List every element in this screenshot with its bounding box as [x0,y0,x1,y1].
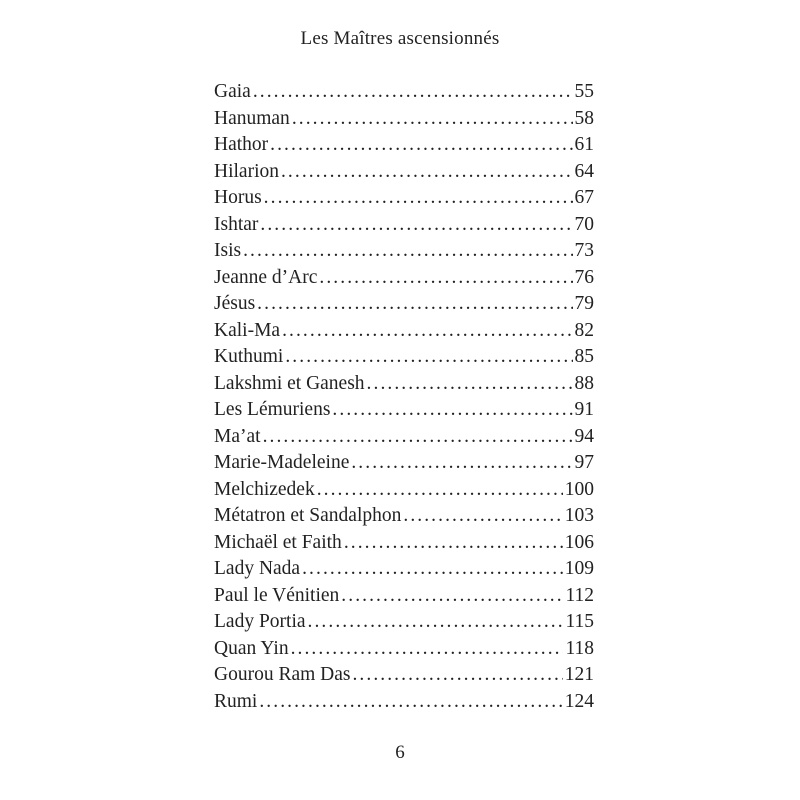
toc-entry [214,161,594,188]
toc-entry [214,373,594,400]
toc-entry-title: Métatron et Sandalphon [214,505,402,526]
toc-entry-page: 121 [564,664,594,685]
toc-entry-page: 124 [564,690,594,712]
toc-entry-page: 103 [564,505,594,526]
dot-leader [285,346,572,368]
toc-entry [214,320,594,347]
toc-entry-page: 73 [574,240,594,261]
toc-entry-title: Rumi [214,690,258,712]
toc-entry-page: 58 [574,107,594,129]
toc-entry-title: Isis [214,240,242,261]
toc-entry [214,532,594,559]
dot-leader [292,108,573,130]
dot-leader [281,161,573,183]
toc-entry-page: 97 [574,452,594,473]
toc-entry-page: 115 [565,611,594,632]
dot-leader [257,293,572,315]
dot-leader [302,558,563,580]
toc-entry-page: 67 [574,187,594,208]
toc-entry-title: Hathor [214,134,269,155]
toc-entry-title: Gaia [214,81,251,102]
dot-leader [341,585,563,607]
toc-entry [214,479,594,506]
toc-entry [214,293,594,320]
toc-entry-title: Lady Portia [214,611,306,632]
toc-entry-title: Jésus [214,293,256,314]
dot-leader [243,240,572,262]
toc-entry [214,240,594,267]
toc-entry-title: Hilarion [214,160,279,182]
toc-entry [214,558,594,585]
toc-entry-page: 85 [574,346,594,367]
dot-leader [351,452,572,474]
toc-entry [214,452,594,479]
dot-leader [319,267,572,289]
toc-entry-title: Jeanne d’Arc [214,266,318,288]
dot-leader [264,187,573,209]
toc-entry [214,585,594,612]
toc-entry-title: Hanuman [214,107,290,129]
dot-leader [367,373,573,395]
toc-entry-page: 61 [574,134,594,155]
dot-leader [260,214,572,236]
toc-entry-page: 112 [565,584,594,606]
toc-entry [214,638,594,665]
toc-entry [214,399,594,426]
dot-leader [282,320,572,342]
toc-entry-page: 91 [574,399,594,420]
dot-leader [317,479,563,501]
toc-entry-page: 100 [564,478,594,500]
toc-entry-page: 109 [564,558,594,579]
toc-entry [214,346,594,373]
toc-entry-title: Kali-Ma [214,319,281,341]
dot-leader [259,691,562,713]
dot-leader [352,664,562,686]
toc-entry-title: Marie-Madeleine [214,452,350,473]
toc-entry-page: 118 [565,637,594,659]
toc-entry-title: Lakshmi et Ganesh [214,372,365,394]
toc-entry-title: Michaël et Faith [214,531,342,553]
dot-leader [403,505,562,527]
dot-leader [253,81,573,103]
page-number: 6 [395,742,405,763]
toc-entry-title: Horus [214,187,262,208]
toc-entry-page: 76 [574,266,594,288]
toc-entry-page: 64 [574,160,594,182]
toc-entry-title: Les Lémuriens [214,399,331,420]
dot-leader [332,399,572,421]
toc-entry-title: Gourou Ram Das [214,664,351,685]
dot-leader [308,611,564,633]
toc-entry [214,108,594,135]
toc-entry-page: 94 [574,425,594,447]
toc-entry [214,426,594,453]
toc-entry-title: Ma’at [214,425,261,447]
toc-entry-page: 82 [574,319,594,341]
toc-entry-title: Quan Yin [214,637,289,659]
table-of-contents [214,81,594,717]
toc-entry [214,134,594,161]
toc-entry-title: Melchizedek [214,478,315,500]
toc-entry [214,505,594,532]
toc-entry-title: Paul le Vénitien [214,584,340,606]
toc-entry-title: Lady Nada [214,558,301,579]
running-header: Les Maîtres ascensionnés [300,28,500,49]
toc-entry [214,611,594,638]
toc-entry-page: 88 [574,372,594,394]
dot-leader [344,532,563,554]
toc-entry [214,691,594,718]
toc-entry [214,214,594,241]
toc-entry [214,81,594,108]
toc-entry [214,187,594,214]
dot-leader [291,638,564,660]
toc-entry-title: Kuthumi [214,346,284,367]
toc-entry-page: 55 [574,81,594,102]
toc-entry [214,267,594,294]
dot-leader [270,134,572,156]
toc-entry-page: 79 [574,293,594,314]
toc-entry [214,664,594,691]
dot-leader [263,426,573,448]
toc-entry-title: Ishtar [214,213,259,235]
toc-entry-page: 70 [574,213,594,235]
toc-entry-page: 106 [564,531,594,553]
